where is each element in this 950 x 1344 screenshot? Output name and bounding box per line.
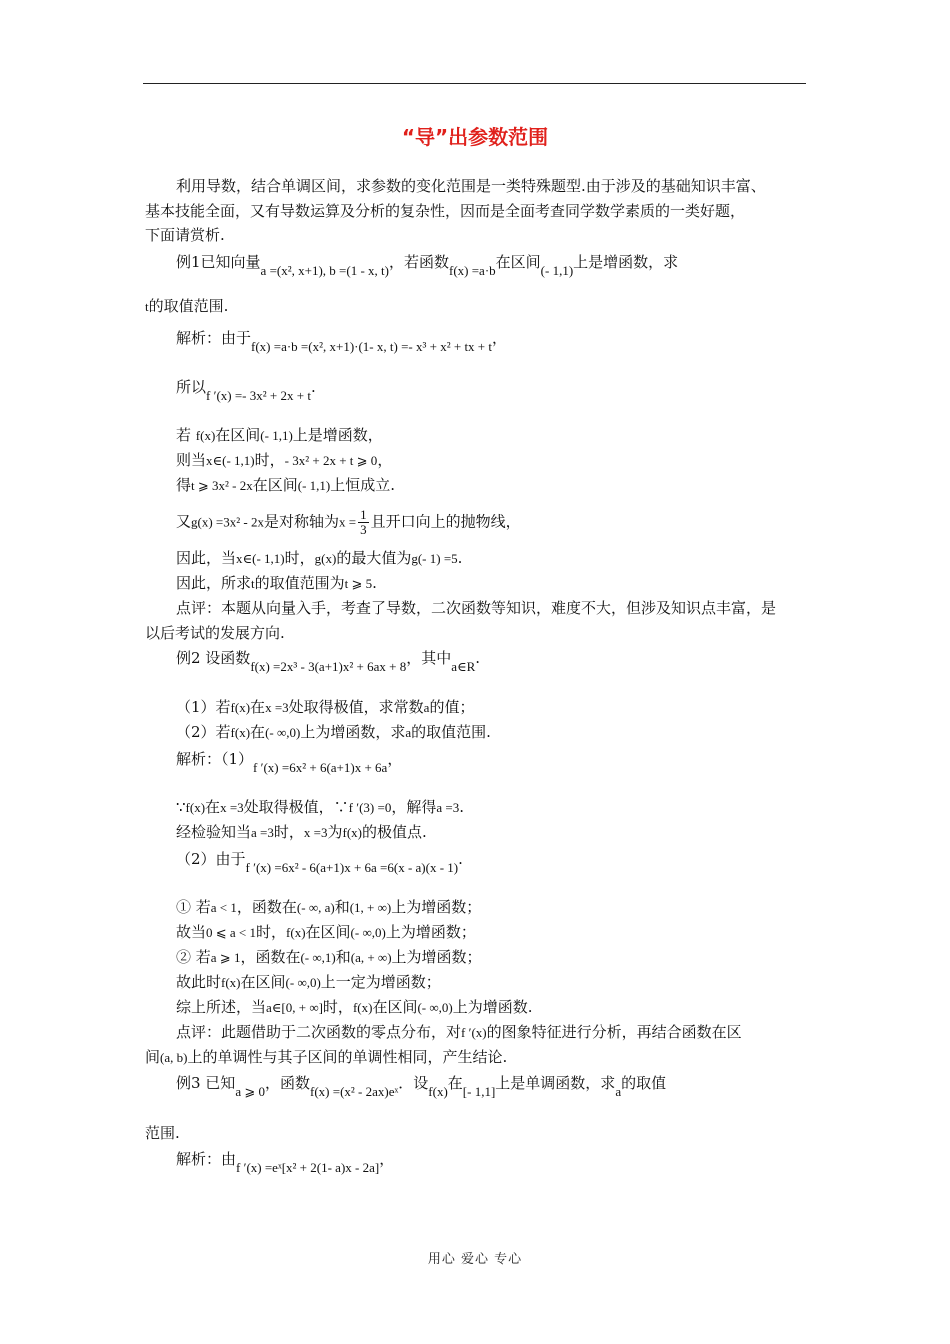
solution-line: 因此，所求t的取值范围为t ⩾ 5. [176, 574, 377, 592]
solution-line: 则当x∈(- 1,1)时，- 3x² + 2x + t ⩾ 0， [176, 451, 393, 469]
question-line: （1）若f(x)在x =3处取得极值，求常数a的值； [176, 698, 475, 716]
paragraph-line: 利用导数，结合单调区间，求参数的变化范围是一类特殊题型.由于涉及的基础知识丰富、 [176, 177, 766, 195]
solution-line: 因此，当x∈(- 1,1)时，g(x)的最大值为g(- 1) =5. [176, 549, 463, 567]
page-title: “导”出参数范围 [401, 125, 549, 149]
solution-line: 故此时f(x)在区间(- ∞,0)上一定为增函数； [176, 973, 441, 991]
comment-line: 点评：本题从向量入手，考查了导数，二次函数等知识，难度不大，但涉及知识点丰富，是 [176, 599, 777, 617]
solution-line: 解析：由f ′(x) =eˣ[x² + 2(1- a)x - 2a]， [176, 1150, 395, 1175]
comment-line: 以后考试的发展方向. [145, 624, 285, 642]
solution-line: 故当0 ⩽ a < 1时，f(x)在区间(- ∞,0)上为增函数； [176, 923, 476, 941]
header-rule [143, 83, 806, 84]
paragraph-line: 范围. [145, 1124, 180, 1142]
solution-line: （2）由于f ′(x) =6x² - 6(a+1)x + 6a =6(x - a)(x - 1). [176, 850, 463, 875]
paragraph-line: 基本技能全面，又有导数运算及分析的复杂性，因而是全面考查同学数学素质的一类好题， [145, 202, 746, 220]
solution-line: ① 若a < 1，函数在(- ∞, a)和(1, + ∞)上为增函数； [176, 898, 482, 916]
page-footer: 用心 爱心 专心 [427, 1252, 523, 1267]
question-line: （2）若f(x)在(- ∞,0)上为增函数，求a的取值范围. [176, 723, 491, 741]
solution-line: 解析：（1）f ′(x) =6x² + 6(a+1)x + 6a， [176, 750, 403, 775]
solution-line: 解析：由于f(x) =a·b =(x², x+1)·(1- x, t) =- x³ + x² + tx + t， [176, 329, 508, 354]
example-1-statement: 例1已知向量a =(x², x+1), b =(1 - x, t)，若函数f(x) =a·b在区间(- 1,1)上是增函数，求 [176, 253, 679, 278]
solution-line: 得t ⩾ 3x² - 2x在区间(- 1,1)上恒成立. [176, 476, 396, 494]
solution-line: 综上所述，当a∈[0, + ∞]时，f(x)在区间(- ∞,0)上为增函数. [176, 998, 533, 1016]
solution-line: 经检验知当a =3时，x =3为f(x)的极值点. [176, 823, 427, 841]
comment-line: 点评：此题借助于二次函数的零点分布，对f ′(x)的图象特征进行分析，再结合函数在区 [176, 1023, 742, 1041]
solution-line: 又g(x) =3x² - 2x是对称轴为x = $\frac{1}{3}$ 且开口向上的抛物线， [176, 507, 521, 537]
fraction-one-third: $\frac{1}{3}$ [360, 507, 367, 537]
example-3-statement: 例3 已知a ⩾ 0，函数f(x) =(x² - 2ax)eˣ．设f(x)在[- 1,1]上是单调函数，求a的取值 [176, 1074, 667, 1099]
solution-line: ∵f(x)在x =3处取得极值，∵f ′(3) =0，解得a =3. [176, 798, 464, 816]
comment-line: 间(a, b)上的单调性与其子区间的单调性相同，产生结论. [145, 1048, 508, 1066]
solution-line: 若 f(x)在区间(- 1,1)上是增函数， [176, 426, 383, 444]
example-2-statement: 例2 设函数f(x) =2x³ - 3(a+1)x² + 6ax + 8，其中a∈R. [176, 649, 481, 674]
paragraph-line: t的取值范围. [145, 297, 229, 315]
solution-line: ② 若a ⩾ 1，函数在(- ∞,1)和(a, + ∞)上为增函数； [176, 948, 482, 966]
paragraph-line: 下面请赏析. [145, 226, 225, 244]
solution-line: 所以f ′(x) =- 3x² + 2x + t. [176, 378, 316, 403]
